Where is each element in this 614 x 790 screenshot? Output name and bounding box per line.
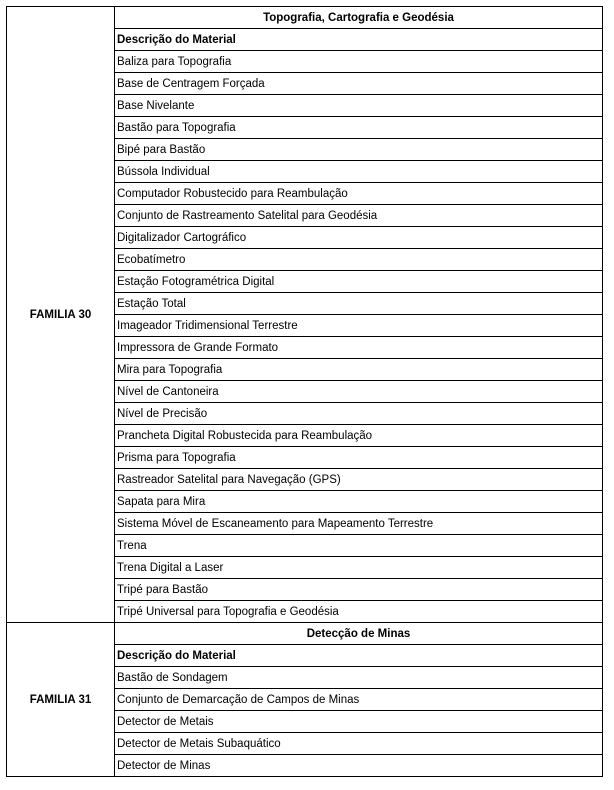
material-item: Bússola Individual [115, 161, 603, 183]
section-header-row [7, 623, 603, 645]
material-item: Estação Fotogramétrica Digital [115, 271, 603, 293]
material-item: Detector de Metais [115, 711, 603, 733]
material-item: Base Nivelante [115, 95, 603, 117]
material-item: Bastão para Topografia [115, 117, 603, 139]
material-item: Trena [115, 535, 603, 557]
material-item: Rastreador Satelital para Navegação (GPS) [115, 469, 603, 491]
material-item: Prancheta Digital Robustecida para Reambulação [115, 425, 603, 447]
material-item: Tripé para Bastão [115, 579, 603, 601]
material-item: Computador Robustecido para Reambulação [115, 183, 603, 205]
material-families-table [6, 6, 603, 777]
material-item: Conjunto de Demarcação de Campos de Minas [115, 689, 603, 711]
material-item: Prisma para Topografia [115, 447, 603, 469]
family-label: FAMILIA 30 [7, 7, 115, 623]
section-title: Detecção de Minas [115, 623, 603, 645]
material-item: Base de Centragem Forçada [115, 73, 603, 95]
material-item: Sapata para Mira [115, 491, 603, 513]
material-item: Estação Total [115, 293, 603, 315]
table-body [7, 7, 603, 777]
material-item: Imageador Tridimensional Terrestre [115, 315, 603, 337]
material-item: Detector de Minas [115, 755, 603, 777]
material-item: Trena Digital a Laser [115, 557, 603, 579]
material-item: Tripé Universal para Topografia e Geodésia [115, 601, 603, 623]
column-header: Descrição do Material [115, 29, 603, 51]
family-label: FAMILIA 31 [7, 623, 115, 777]
material-item: Bipé para Bastão [115, 139, 603, 161]
material-item: Mira para Topografia [115, 359, 603, 381]
material-item: Ecobatímetro [115, 249, 603, 271]
material-item: Baliza para Topografia [115, 51, 603, 73]
material-item: Sistema Móvel de Escaneamento para Mapeamento Terrestre [115, 513, 603, 535]
material-item: Nível de Precisão [115, 403, 603, 425]
material-item: Impressora de Grande Formato [115, 337, 603, 359]
section-title: Topografia, Cartografia e Geodésia [115, 7, 603, 29]
material-item: Detector de Metais Subaquático [115, 733, 603, 755]
material-item: Bastão de Sondagem [115, 667, 603, 689]
material-item: Digitalizador Cartográfico [115, 227, 603, 249]
section-header-row [7, 7, 603, 29]
material-item: Conjunto de Rastreamento Satelital para Geodésia [115, 205, 603, 227]
material-item: Nível de Cantoneira [115, 381, 603, 403]
column-header: Descrição do Material [115, 645, 603, 667]
